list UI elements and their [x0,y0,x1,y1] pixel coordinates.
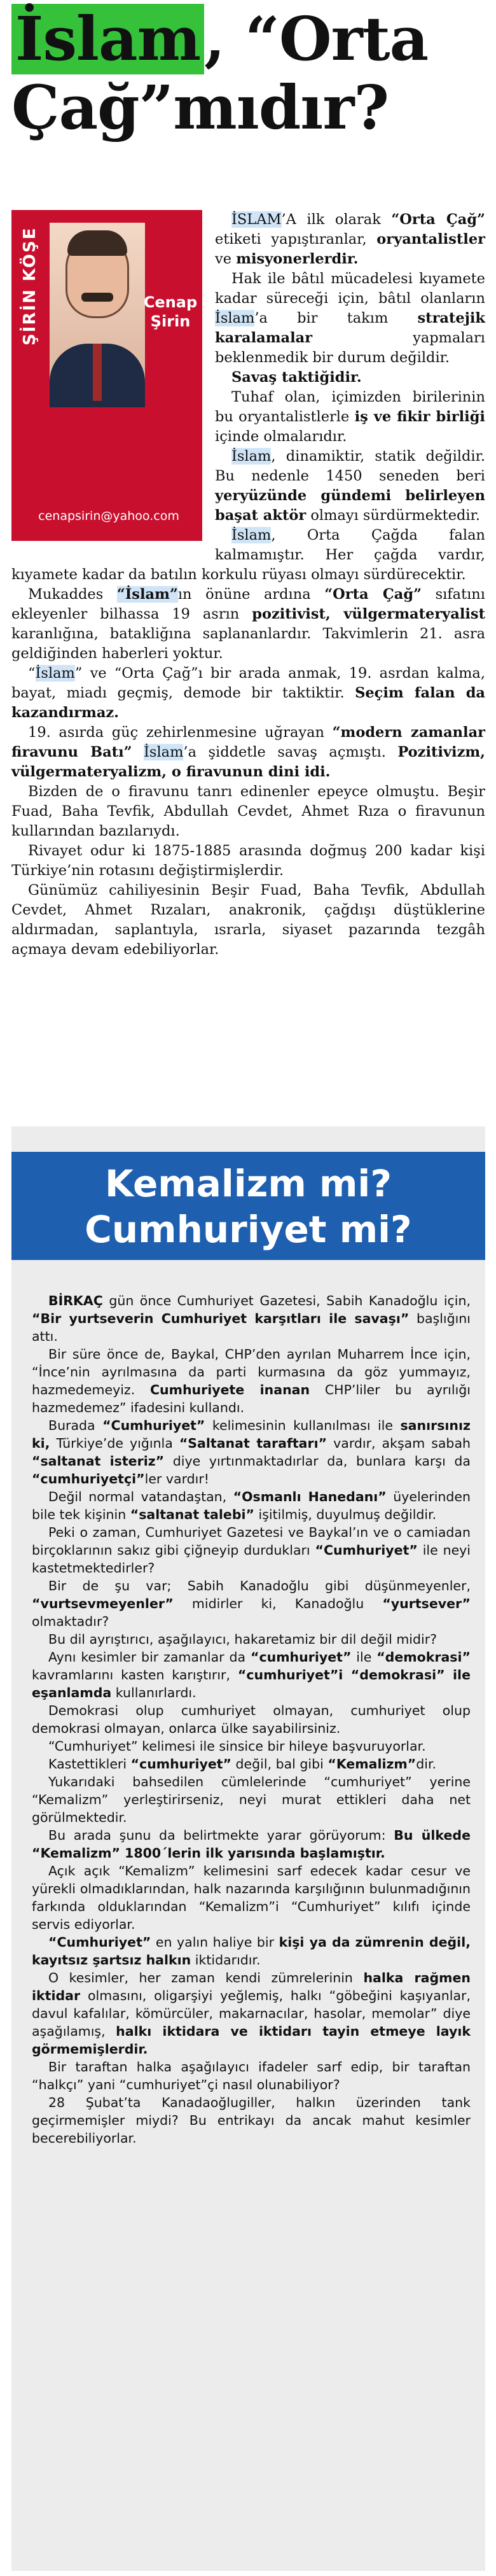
author-email[interactable]: cenapsirin@yahoo.com [38,509,179,523]
bold-text: “cumhuriyet”i “demokrasi” ile eşanlamda [32,1667,471,1700]
text: ler vardır! [144,1471,209,1487]
bold-text: “Orta Çağ” [391,211,485,228]
bold-text: oryantalistler [376,231,485,248]
text: ve [215,251,237,267]
text: üyelerinden bile tek kişinin [32,1489,471,1522]
banner-line-1: Kemalizm mi? [105,1162,392,1205]
paragraph [32,1969,471,2058]
paragraph: Bir taraftan halka aşağılayıcı ifadeler sarf edip, bir taraftan “halkçı” yani “cumhuriyet”çi nasıl olunabiliyor? [32,2059,471,2092]
paragraph [11,723,485,782]
bold-text: Pozitivizm, vülgermateryalizm, o firavunun dini idi. [11,744,485,780]
text: karanlığına, batakliğına saplananlardır. Takvimlerin 21. asra geldiğinden haberleri yoktur. [11,626,485,662]
text: ın önüne ardına [177,586,325,603]
text: “ [28,665,36,682]
text: O kesimler, her zaman kendi zümrelerinin [48,1970,364,1985]
bold-text: “Osmanlı Hanedanı” [233,1489,387,1504]
text: diye yırtınmaktadırlar da, bunlara karşı da [164,1453,471,1469]
paragraph: “Cumhuriyet” kelimesi ile sinsice bir hileye başvuruyorlar. [48,1739,426,1754]
bold-text: “demokrasi” [376,1649,471,1665]
author-box-spacer [11,210,215,554]
text: Değil normal vatandaştan, [48,1489,233,1504]
paragraph: 28 Şubat’ta Kanadaoğlugiller, halkın üzerinden tank geçirmemişler miydi? Bu entrikayı da ancak mahut kesimler becerebiliyorlar. [32,2095,471,2146]
paragraph [32,1292,471,1345]
bold-text: “yurtsever” [382,1596,471,1611]
bold-text: Seçim falan da kazandırmaz. [11,685,485,721]
text: midirler ki, Kanadoğlu [173,1596,383,1611]
text: Burada [48,1418,103,1433]
author-first-name: Cenap [143,293,198,311]
paragraph [32,1488,471,1523]
text: olmayı sürdürmektedir. [306,507,481,524]
text: ile neyi kastetmektedirler? [32,1543,471,1576]
author-last-name: Şirin [150,312,191,330]
text: dir. [416,1756,437,1772]
bold-text: “vurtsevmeyenler” [32,1596,174,1611]
text: , Orta Çağda falan kalmamıştır. Her çağda vardır, kıyamete kadar da batılın korkulu rüyası olmayı sürdürecektir. [11,527,485,583]
text: ’A ilk olarak [281,211,392,228]
text: Hak ile bâtıl mücadelesi kıyamete kadar süreceği için, bâtıl olanların [215,270,485,307]
bold-text: halkı iktidara ve iktidarı tayin etmeye layık görmemişlerdir. [32,2024,471,2057]
bold-text: iş ve fikir birliği [354,409,485,425]
paragraph [32,1826,471,1862]
text: Kastettikleri [48,1756,131,1772]
bold-text: misyonerlerdir. [236,251,359,267]
bold-text: BİRKAÇ [48,1293,103,1308]
article-title [11,5,485,143]
text: iktidarıdır. [191,1952,261,1968]
text: vardır, akşam sabah [327,1436,471,1451]
text: Peki o zaman, Cumhuriyet Gazetesi ve Baykal’ın ve o camiadan birçoklarının sakız gibi çiğneyip durdukları [32,1525,471,1558]
text: içinde olmalarıdır. [215,428,347,445]
bold-text: “modern zamanlar firavunu Batı” [11,724,486,760]
column-label: ŞİRİN KÖŞE [20,227,39,346]
paragraph [11,585,485,664]
bold-text: “saltanat talebi” [130,1507,254,1522]
text: değil, bal gibi [231,1756,328,1772]
text: Türkiye’de yığınla [50,1436,179,1451]
paragraph [32,1523,471,1577]
text: ’a şiddetle savaş açmıştı. [183,744,398,760]
highlight-term: İslam [231,527,272,543]
article-body [11,210,485,960]
bold-text: pozitivist, vülgermateryalist [252,606,485,622]
paragraph [32,1648,471,1702]
bold-text: halka rağmen iktidar [32,1970,471,2003]
text: sıfatını ekleyenler bilhassa 19 asrın [11,586,485,622]
bold-text: “Cumhuriyet” [102,1418,205,1433]
banner-line-2: Cumhuriyet mi? [85,1208,412,1251]
text: Bir de şu var; Sabih Kanadoğlu gibi düşünmeyenler, [48,1578,471,1593]
bold-text: “Bir yurtseverin Cumhuriyet karşıtları ile savaşı” [32,1311,410,1326]
paragraph: Demokrasi olup cumhuriyet olmayan, cumhuriyet olup demokrasi olmayan, onlarca ülke sayabilirsiniz. [32,1703,471,1736]
second-article-banner [11,1152,485,1260]
highlight-term: “İslam” [116,586,178,603]
bold-text: “Cumhuriyet” [315,1543,418,1558]
text: kullanırlardı. [111,1685,196,1700]
bold-text: “Kemalizm” [327,1756,417,1772]
text [132,744,144,760]
paragraph [32,1755,471,1773]
bold-text: “cumhuriyetçi” [32,1471,145,1487]
text: kelimesinin kullanılması ile [205,1418,401,1433]
text: gün önce Cumhuriyet Gazetesi, Sabih Kanadoğlu için, [102,1293,471,1308]
text: etiketi yapıştıranlar, [215,231,377,248]
text: Tuhaf olan, içimizden birilerinin bu oryantalistlerle [215,389,485,425]
text: olmaktadır? [32,1614,109,1629]
paragraph [32,1933,471,1969]
text: olmasını, oligarşiyi yeğlemiş, halkı “göbeğini kaşıyanlar, davul kafalılar, kömürcüler, makarnacılar, hasolar, memolar” diye aşağılamış, [32,1988,471,2039]
bold-text: Cumhuriyete inanan [149,1382,310,1397]
text: CHP’liler bu ayrılığı hazmedemez” ifadesini kullandı. [32,1382,471,1415]
paragraph: Rivayet odur ki 1875-1885 arasında doğmuş 200 kadar kişi Türkiye’nin rotasını değiştirmişlerdir. [11,843,485,879]
text: en yalın haliye bir [151,1935,279,1950]
paragraph [11,664,485,723]
paragraph [32,1345,471,1417]
bold-text: “cumhuriyet” [130,1756,232,1772]
highlight-term: İslam [35,665,75,682]
paragraph [32,1577,471,1630]
bold-text: “Cumhuriyet” [48,1935,151,1950]
paragraph: Günümüz cahiliyesinin Beşir Fuad, Baha Tevfik, Abdullah Cevdet, Ahmet Rızaları, anakronik, çağdışı düştüklerine aldırmadan, saplantıyla, ısrarla, siyaset pazarında tezgâh açmaya devam edebiliyorlar. [11,882,485,958]
title-rest: , “Orta Çağ”mıdır? [11,4,429,143]
highlight-term: İslam [215,310,255,326]
paragraph: Bizden de o firavunu tanrı edinenler epeyce olmuştu. Beşir Fuad, Baha Tevfik, Abdullah Cevdet, Ahmet Rıza o firavunun kullarından bazılarıydı. [11,783,485,839]
bold-text: “saltanat isteriz” [32,1453,165,1469]
text: ile [351,1649,377,1665]
bold-text: “Saltanat taraftarı” [179,1436,327,1451]
text: Bu arada şunu da belirtmekte yarar görüyorum: [48,1828,394,1843]
bold-text: “Orta Çağ” [324,586,422,603]
text: işitilmiş, duyulmuş değildir. [254,1507,437,1522]
text: , dinamiktir, statik değildir. Bu nedenle 1450 seneden beri [215,448,485,484]
text: kavramlarını kasten karıştırır, [32,1667,238,1683]
title-highlight: İslam [11,4,204,74]
bold-text: yeryüzünde gündemi belirleyen başat aktör [215,487,485,524]
second-article-body [32,1292,471,2147]
highlight-term: İslam [144,744,184,760]
highlight-term: İslam [231,448,272,465]
text: ’a bir takım [254,310,418,326]
text: Mukaddes [28,586,117,603]
bold-text: Savaş taktiğidir. [231,369,362,386]
text: 19. asırda güç zehirlenmesine uğrayan [28,724,333,741]
text: yapmaları beklenmedik bir durum değildir. [215,330,485,366]
highlight-term: İSLAM [231,211,282,228]
paragraph: Bu dil ayrıştırıcı, aşağılayıcı, hakaretamiz bir dil değil midir? [48,1632,437,1647]
text: Bir süre önce de, Baykal, CHP’den ayrılan Muharrem İnce için, “İnce’nin ayrılmasına da parti kurmasına da göz yummayız, hazmedemeyiz. [32,1347,471,1397]
paragraph: Yukarıdaki bahsedilen cümlelerinde “cumhuriyet” yerine “Kemalizm” yerleştirirseniz, neyi murat ettikleri daha net görülmektedir. [32,1774,471,1825]
paragraph [32,1417,471,1488]
paragraph: Açık açık “Kemalizm” kelimesini sarf edecek kadar cesur ve yürekli olmadıklarından, halk nazarında karşılığının bulunmadığının farkında olduklarından “Kemalizm”i “Cumhuriyet” kılıfı içinde servis ediyorlar. [32,1863,471,1932]
bold-text: stratejik karalamalar [215,310,485,346]
text: başlığını attı. [32,1311,471,1344]
text: Aynı kesimler bir zamanlar da [48,1649,251,1665]
bold-text: sanırsınız ki, [32,1418,471,1451]
bold-text: kişi ya da zümrenin değil, kayıtsız şartsız halkın [32,1935,471,1968]
text: ” ve “Orta Çağ”ı bir arada anmak, 19. asrdan kalma, bayat, miadı geçmiş, demode bir taktiktir. [11,665,485,701]
bold-text: “cumhuriyet” [250,1649,352,1665]
bold-text: Bu ülkede “Kemalizm” 1800´lerin ilk yarısında başlamıştır. [32,1828,471,1861]
